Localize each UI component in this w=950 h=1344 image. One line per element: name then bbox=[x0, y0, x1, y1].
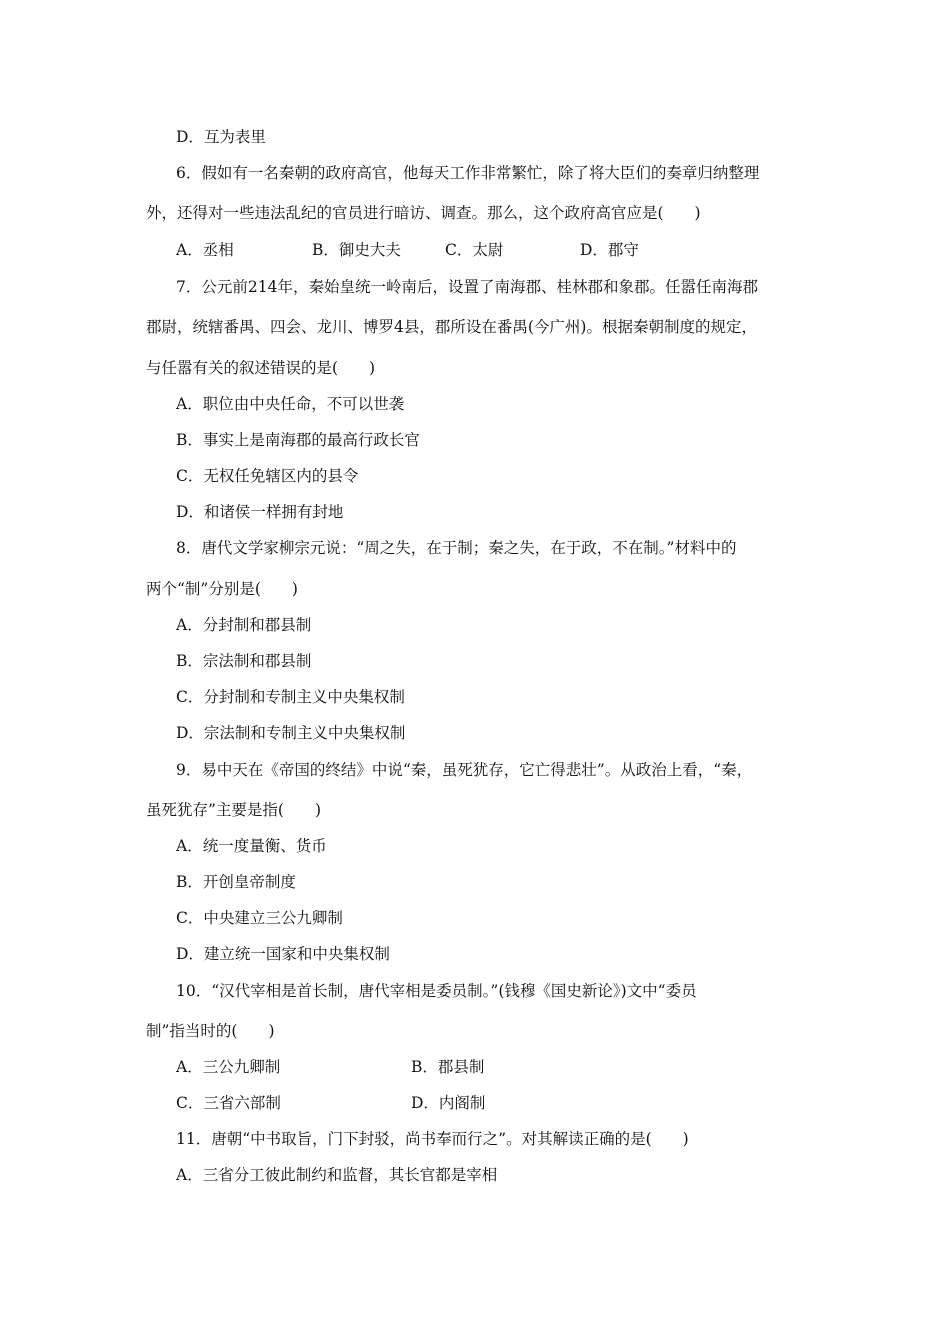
q9-stem-line1: 9．易中天在《帝国的终结》中说“秦，虽死犹存，它亡得悲壮”。从政治上看，“秦， bbox=[176, 761, 753, 779]
q9-option-a: A．统一度量衡、货币 bbox=[176, 837, 327, 855]
q6-stem-line1: 6．假如有一名秦朝的政府高官，他每天工作非常繁忙，除了将大臣们的奏章归纳整理 bbox=[176, 164, 760, 182]
q7-option-d: D．和诸侯一样拥有封地 bbox=[176, 503, 344, 521]
q8-option-a: A．分封制和郡县制 bbox=[176, 616, 312, 634]
q9-stem-line2: 虽死犹存”主要是指( ) bbox=[146, 801, 322, 819]
q8-option-c: C．分封制和专制主义中央集权制 bbox=[176, 688, 405, 706]
q6-stem-line2: 外，还得对一些违法乱纪的官员进行暗访、调查。那么，这个政府高官应是( ) bbox=[146, 204, 701, 222]
q9-option-b: B．开创皇帝制度 bbox=[176, 873, 296, 891]
q6-option-a: A．丞相 bbox=[176, 241, 234, 259]
q11-option-a: A．三省分工彼此制约和监督，其长官都是宰相 bbox=[176, 1166, 498, 1184]
q6-option-b: B．御史大夫 bbox=[312, 241, 401, 259]
q10-option-a: A．三公九卿制 bbox=[176, 1058, 281, 1076]
q10-option-d: D．内阁制 bbox=[411, 1094, 486, 1112]
q9-option-c: C．中央建立三公九卿制 bbox=[176, 909, 343, 927]
q6-option-c: C．太尉 bbox=[445, 241, 504, 259]
q11-stem-line1: 11．唐朝“中书取旨，门下封驳，尚书奉而行之”。对其解读正确的是( ) bbox=[176, 1130, 689, 1148]
q7-stem-line3: 与任嚣有关的叙述错误的是( ) bbox=[146, 359, 376, 377]
q7-stem-line1: 7．公元前214年，秦始皇统一岭南后，设置了南海郡、桂林郡和象郡。任嚣任南海郡 bbox=[176, 278, 758, 296]
q7-option-c: C．无权任免辖区内的县令 bbox=[176, 467, 359, 485]
q8-stem-line1: 8．唐代文学家柳宗元说：“周之失，在于制；秦之失，在于政，不在制。”材料中的 bbox=[176, 539, 737, 557]
q7-option-b: B．事实上是南海郡的最高行政长官 bbox=[176, 431, 420, 449]
q9-option-d: D．建立统一国家和中央集权制 bbox=[176, 945, 390, 963]
q7-option-a: A．职位由中央任命，不可以世袭 bbox=[176, 395, 405, 413]
q8-stem-line2: 两个“制”分别是( ) bbox=[146, 580, 298, 598]
q10-option-c: C．三省六部制 bbox=[176, 1094, 281, 1112]
q10-stem-line1: 10．“汉代宰相是首长制，唐代宰相是委员制。”(钱穆《国史新论》)文中“委员 bbox=[176, 982, 697, 1000]
q7-stem-line2: 郡尉，统辖番禺、四会、龙川、博罗4县，郡所设在番禺(今广州)。根据秦朝制度的规定， bbox=[146, 318, 757, 336]
q5-option-d: D．互为表里 bbox=[176, 128, 266, 146]
q8-option-b: B．宗法制和郡县制 bbox=[176, 652, 312, 670]
q6-option-d: D．郡守 bbox=[580, 241, 639, 259]
q8-option-d: D．宗法制和专制主义中央集权制 bbox=[176, 724, 406, 742]
q10-option-b: B．郡县制 bbox=[411, 1058, 485, 1076]
q10-stem-line2: 制”指当时的( ) bbox=[146, 1022, 275, 1040]
